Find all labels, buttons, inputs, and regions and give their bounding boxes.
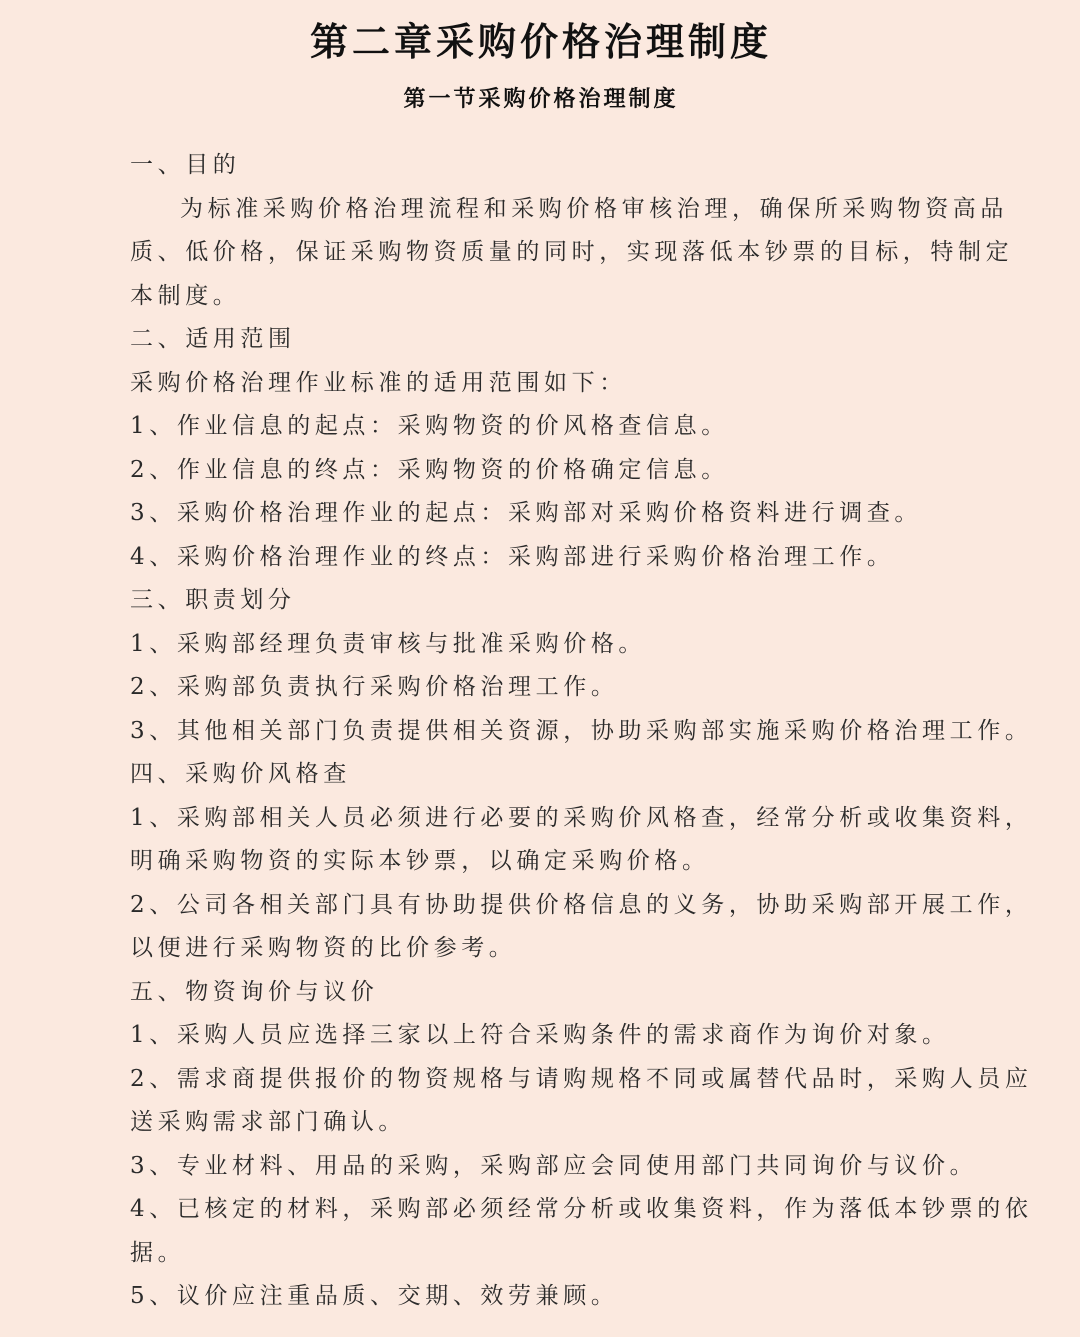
section-title: 第一节采购价格治理制度 [403,86,679,112]
list-item: 5、议价应注重品质、交期、效劳兼顾。 [130,1283,619,1309]
paragraph-line: 质、低价格，保证采购物资质量的同时，实现落低本钞票的目标，特制定 [130,239,1014,265]
list-item: 2、作业信息的终点：采购物资的价格确定信息。 [130,456,729,483]
list-item: 4、采购价格治理作业的终点：采购部进行采购价格治理工作。 [130,543,895,570]
heading-scope: 二、适用范围 [130,326,296,352]
paragraph-line: 为标准采购价格治理流程和采购价格审核治理，确保所采购物资高品 [180,195,1008,222]
list-item-continuation: 据。 [130,1239,186,1266]
list-item-continuation: 以便进行采购物资的比价参考。 [130,935,517,961]
list-item: 1、采购部相关人员必须进行必要的采购价风格查，经常分析或收集资料， [130,804,1033,831]
document-body [130,144,1033,1319]
heading-purpose: 一、目的 [130,152,241,178]
list-item: 3、其他相关部门负责提供相关资源，协助采购部实施采购价格治理工作。 [130,717,1033,744]
list-item: 2、采购部负责执行采购价格治理工作。 [130,674,619,700]
list-item-continuation: 明确采购物资的实际本钞票，以确定采购价格。 [130,848,710,874]
list-item-continuation: 送采购需求部门确认。 [130,1109,406,1135]
heading-price-survey: 四、采购价风格查 [130,761,351,787]
list-item: 2、需求商提供报价的物资规格与请购规格不同或属替代品时，采购人员应 [130,1065,1033,1092]
list-item: 4、已核定的材料，采购部必须经常分析或收集资料，作为落低本钞票的依 [130,1196,1033,1222]
list-item: 1、作业信息的起点：采购物资的价风格查信息。 [130,413,729,439]
paragraph-line: 本制度。 [130,282,241,309]
heading-responsibilities: 三、职责划分 [130,587,296,613]
paragraph-line: 采购价格治理作业标准的适用范围如下： [130,369,627,396]
list-item: 3、专业材料、用品的采购，采购部应会同使用部门共同询价与议价。 [130,1152,978,1179]
chapter-title: 第二章采购价格治理制度 [309,19,772,64]
list-item: 2、公司各相关部门具有协助提供价格信息的义务，协助采购部开展工作， [130,891,1033,918]
heading-inquiry-negotiation: 五、物资询价与议价 [130,978,379,1005]
list-item: 1、采购人员应选择三家以上符合采购条件的需求商作为询价对象。 [130,1022,950,1048]
list-item: 1、采购部经理负责审核与批准采购价格。 [130,630,647,657]
list-item: 3、采购价格治理作业的起点：采购部对采购价格资料进行调查。 [130,500,923,526]
